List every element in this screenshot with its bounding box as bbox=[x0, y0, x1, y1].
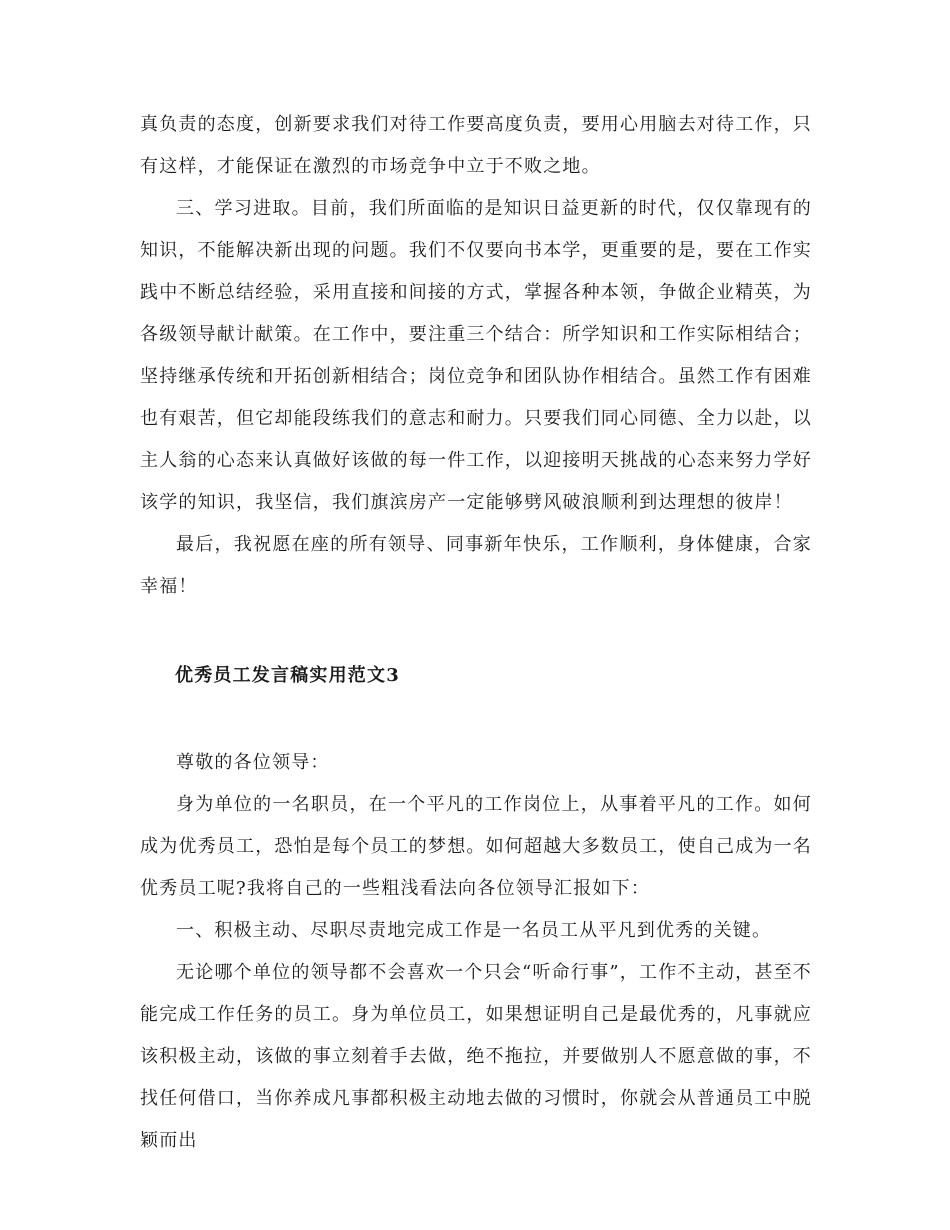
paragraph-closing-wishes: 最后，我祝愿在座的所有领导、同事新年快乐，工作顺利，身体健康，合家幸福！ bbox=[140, 534, 812, 597]
paragraph-point-one-detail: 无论哪个单位的领导都不会喜欢一个只会“听命行事”，工作不主动，甚至不能完成工作任务的员工。身为单位员工，如果想证明自己是最优秀的，凡事就应该积极主动，该做的事立刻着手去做，绝不拖拉，并要做别人不愿意做的事，不找任何借口，当你养成凡事都积极主动地去做的习惯时，你就会从普通员工中脱颖而出 bbox=[140, 962, 812, 1151]
paragraph-salutation: 尊敬的各位领导： bbox=[176, 752, 330, 773]
section-title: 优秀员工发言稿实用范文3 bbox=[175, 665, 400, 686]
paragraph-point-one: 一、积极主动、尽职尽责地完成工作是一名员工从平凡到优秀的关键。 bbox=[176, 920, 772, 941]
paragraph-learning-progress: 三、学习进取。目前，我们所面临的是知识日益更新的时代，仅仅靠现有的知识，不能解决新出现的问题。我们不仅要向书本学，更重要的是，要在工作实践中不断总结经验，采用直接和间接的方式，掌握各种本领，争做企业精英，为各级领导献计献策。在工作中，要注重三个结合：所学知识和工作实际相结合；坚持继承传统和开拓创新相结合；岗位竞争和团队协作相结合。虽然工作有困难也有艰苦，但它却能段练我们的意志和耐力。只要我们同心同德、全力以赴，以主人翁的心态来认真做好该做的每一件工作，以迎接明天挑战的心态来努力学好该学的知识，我坚信，我们旗滨房产一定能够劈风破浪顺利到达理想的彼岸！ bbox=[140, 198, 812, 513]
paragraph-introduction: 身为单位的一名职员，在一个平凡的工作岗位上，从事着平凡的工作。如何成为优秀员工，恐怕是每个员工的梦想。如何超越大多数员工，使自己成为一名优秀员工呢?我将自己的一些粗浅看法向各位领导汇报如下： bbox=[140, 794, 812, 899]
paragraph-continuation: 真负责的态度，创新要求我们对待工作要高度负责，要用心用脑去对待工作，只有这样，才能保证在激烈的市场竞争中立于不败之地。 bbox=[140, 114, 812, 177]
